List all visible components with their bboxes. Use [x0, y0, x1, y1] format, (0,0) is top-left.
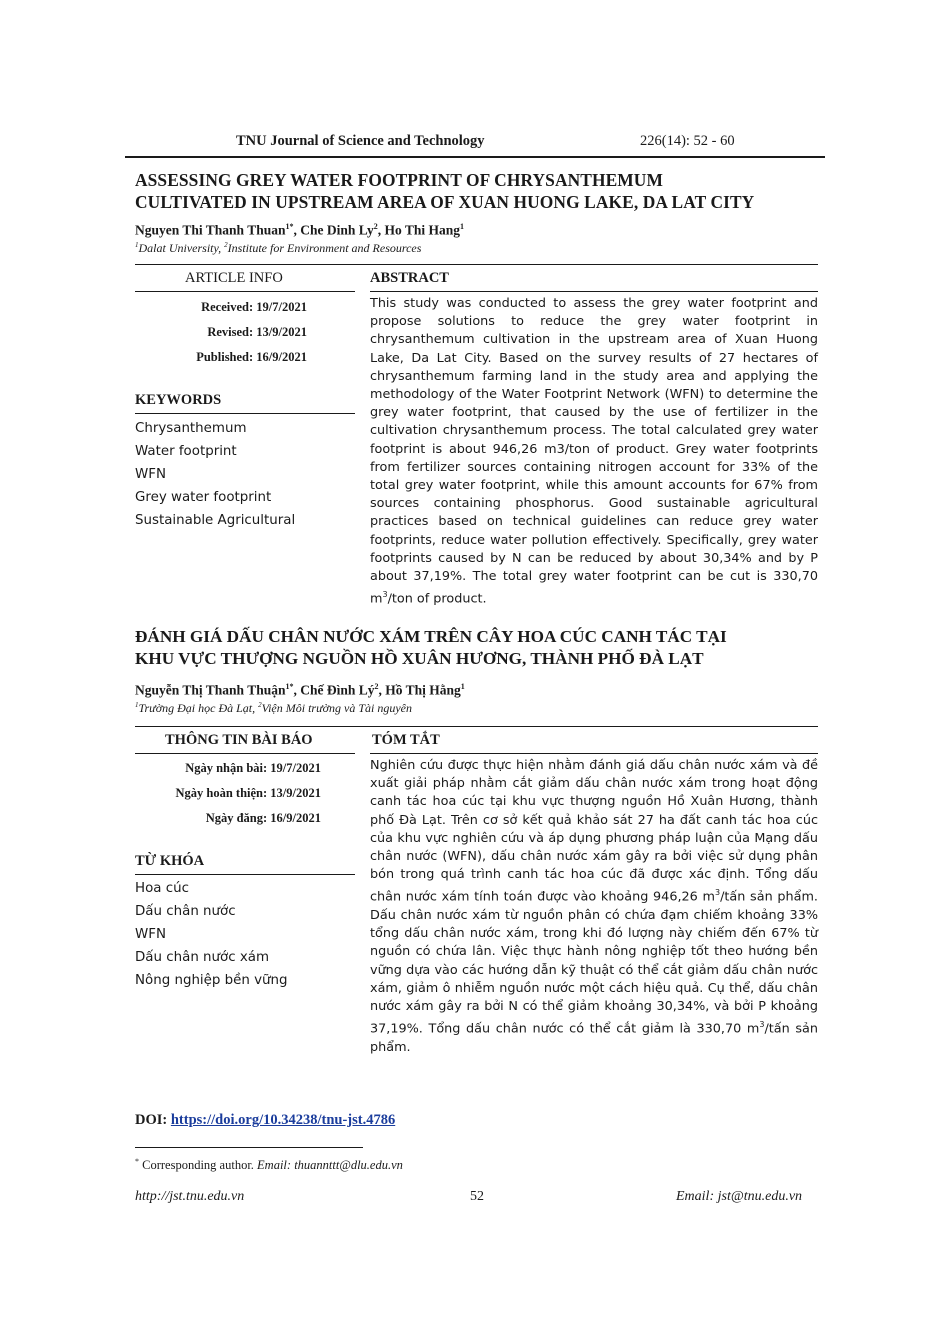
author-1: Nguyen Thi Thanh Thuan	[135, 222, 286, 238]
footer-email: Email: jst@tnu.edu.vn	[676, 1189, 803, 1204]
en-top-rule	[135, 264, 818, 265]
en-keyword: Grey water footprint	[135, 490, 272, 505]
vi-title-line1: ĐÁNH GIÁ DẤU CHÂN NƯỚC XÁM TRÊN CÂY HOA CÚC CANH TÁC TẠI	[135, 627, 727, 646]
en-keyword: WFN	[135, 467, 166, 482]
en-abstract-unit: m	[370, 591, 383, 607]
author-1-mark: 1*	[285, 682, 294, 691]
affil-1: Trường Đại học Đà Lạt,	[138, 701, 259, 715]
vi-abstract-text: Nghiên cứu được thực hiện nhằm đánh giá dấu chân nước xám và đề xuất giải pháp nhằm cắt giảm dấu chân nước xám trong hoạt động canh tác hoa cúc tại khu vực thượng nguồn Hồ Xuân Hương, thành phố Đà Lạt. Trên cơ sở kết quả khảo sát 27 ha đất canh tác hoa cúc của khu vực nghiên cứu và áp dụng phương pháp luận của Mạng dấu chân nước (WFN), dấu chân nước xám gây ra bởi việc sử dụng phân bón trong quá trình canh tác hoa cúc đã được xác định. Tổng dấu chân nước xám tính toán được vào khoảng 946,26 m	[370, 758, 818, 905]
en-abstract-rule	[370, 291, 818, 292]
en-abstract-heading: ABSTRACT	[370, 270, 449, 286]
en-affiliations	[135, 241, 421, 256]
en-keyword: Water footprint	[135, 444, 237, 459]
en-abstract-tail: /ton of product.	[387, 591, 487, 607]
author-3-mark: 1	[460, 222, 465, 231]
affil-1: Dalat University,	[138, 241, 225, 255]
en-info-heading: ARTICLE INFO	[185, 270, 283, 286]
author-separator: ,	[293, 222, 301, 238]
author-3-mark: 1	[460, 682, 465, 691]
vi-abstract-sup: 3	[759, 1020, 765, 1030]
en-revised-date: Revised: 13/9/2021	[207, 325, 307, 339]
doi-link[interactable]: https://doi.org/10.34238/tnu-jst.4786	[170, 1112, 396, 1128]
vi-top-rule	[135, 726, 818, 727]
en-title-line1: ASSESSING GREY WATER FOOTPRINT OF CHRYSANTHEMUM	[135, 170, 663, 190]
affil-2-mark: 2	[224, 241, 228, 249]
vi-affiliations	[135, 701, 412, 716]
vi-info-rule	[135, 753, 355, 754]
vi-keyword: Hoa cúc	[135, 881, 189, 896]
footer-site[interactable]: http://jst.tnu.edu.vn	[135, 1189, 245, 1204]
vi-abstract-body	[370, 757, 818, 1057]
journal-name: TNU Journal of Science and Technology	[236, 133, 485, 149]
author-separator: ,	[378, 682, 386, 698]
vi-keywords-rule	[135, 874, 355, 875]
affil-2: Viện Môi trường và Tài nguyên	[261, 701, 413, 715]
footnote-email: Email: thuannttt@dlu.edu.vn	[257, 1158, 403, 1173]
en-info-rule	[135, 291, 355, 292]
affil-1-mark: 1	[135, 701, 139, 709]
vi-keywords-heading: TỪ KHÓA	[135, 853, 205, 869]
author-1-mark: 1*	[285, 222, 294, 231]
footnote-mark: *	[135, 1157, 139, 1166]
vi-keyword: Dấu chân nước xám	[135, 950, 270, 965]
vi-abstract-heading: TÓM TẮT	[372, 732, 440, 748]
author-2-mark: 2	[373, 222, 378, 231]
affil-2: Institute for Environment and Resources	[227, 241, 422, 255]
vi-abstract-sup: 3	[714, 888, 721, 898]
en-abstract-unit-sup: 3	[382, 590, 388, 600]
vi-keyword: Nông nghiệp bền vững	[135, 973, 288, 988]
author-3: Hồ Thị Hằng	[385, 682, 461, 698]
en-abstract-body	[370, 295, 818, 609]
vi-published-date: Ngày đăng: 16/9/2021	[205, 811, 321, 825]
en-keywords-rule	[135, 413, 355, 414]
vi-info-heading: THÔNG TIN BÀI BÁO	[165, 732, 313, 748]
vi-abstract-text: /tấn sản phẩm. Dấu chân nước xám từ nguồn phân có chứa đạm chiếm khoảng 33% tổng dấu chân nước xám, trong khi đó lượng này chiếm đến 67% từ nguồn có chứa lân. Việc thực hành nông nghiệp tốt theo hướng bền vững dựa vào các hướng dẫn kỹ thuật có thể cắt giảm dấu chân nước xám, giảm ô nhiễm nguồn nước một cách hiệu quả. Cụ thể, dấu chân nước xám gây ra bởi N có thể giảm khoảng 30,34%, và bởi P khoảng 37,19%. Tổng dấu chân nước có thể cắt giảm là 330,70 m	[370, 889, 818, 1037]
author-separator: ,	[377, 222, 385, 238]
affil-2-mark: 2	[258, 701, 262, 709]
vi-title-line2: KHU VỰC THƯỢNG NGUỒN HỒ XUÂN HƯƠNG, THÀNH PHỐ ĐÀ LẠT	[135, 649, 704, 668]
vi-abstract-rule	[370, 753, 818, 754]
author-2: Chế Đình Lý	[300, 682, 375, 698]
vi-revised-date: Ngày hoàn thiện: 13/9/2021	[175, 786, 321, 800]
en-abstract-text: This study was conducted to assess the grey water footprint and propose solutions to reduce the grey water footprint in chrysanthemum cultivation in the upstream area of Xuan Huong Lake, Da Lat City. Based on the survey results of 27 hectares of chrysanthemum farming land in the study area and applying the methodology of the Water Footprint Network (WFN) to determine the grey water footprint, that caused by the use of fertilizer in the cultivation chrysanthemum process. The total calculated grey water footprint is about 946,26 m3/ton of product. Grey water footprints from fertilizer sources containing nitrogen account for 33% of the total grey water footprint, while this amount accounts for 67% from sources containing phosphorus. Good sustainable agricultural practices based on technical guidelines can reduce grey water footprints, reduce water pollution effectively. Specifically, grey water footprints caused by N can be reduced by about 30,34% and by P about 37,19%. The total grey water footprint can be cut is 330,70	[370, 296, 818, 585]
doi-line	[135, 1112, 395, 1129]
corresponding-author-note	[135, 1157, 403, 1173]
affil-1-mark: 1	[135, 241, 139, 249]
en-title-line2: CULTIVATED IN UPSTREAM AREA OF XUAN HUONG LAKE, DA LAT CITY	[135, 192, 755, 212]
author-separator: ,	[293, 682, 301, 698]
vi-authors	[135, 682, 465, 699]
vi-received-date: Ngày nhận bài: 19/7/2021	[185, 761, 321, 775]
vi-keyword: WFN	[135, 927, 166, 942]
author-1: Nguyễn Thị Thanh Thuận	[135, 682, 286, 698]
en-keyword: Chrysanthemum	[135, 421, 247, 436]
author-2: Che Dinh Ly	[300, 222, 374, 238]
author-2-mark: 2	[374, 682, 379, 691]
en-received-date: Received: 19/7/2021	[201, 300, 307, 314]
en-authors	[135, 222, 464, 239]
header-rule	[125, 156, 825, 158]
footer-page-number: 52	[470, 1189, 484, 1204]
en-keyword: Sustainable Agricultural	[135, 513, 296, 528]
footnote-text: Corresponding author.	[139, 1158, 258, 1173]
en-keywords-heading: KEYWORDS	[135, 392, 222, 408]
vi-abstract-text: /tấn sản phẩm.	[370, 1021, 819, 1055]
doi-label: DOI:	[135, 1112, 171, 1128]
author-3: Ho Thi Hang	[384, 222, 461, 238]
en-published-date: Published: 16/9/2021	[196, 350, 307, 364]
issue-pages: 226(14): 52 - 60	[640, 133, 735, 149]
vi-keyword: Dấu chân nước	[135, 904, 236, 919]
footnote-rule	[135, 1147, 363, 1148]
